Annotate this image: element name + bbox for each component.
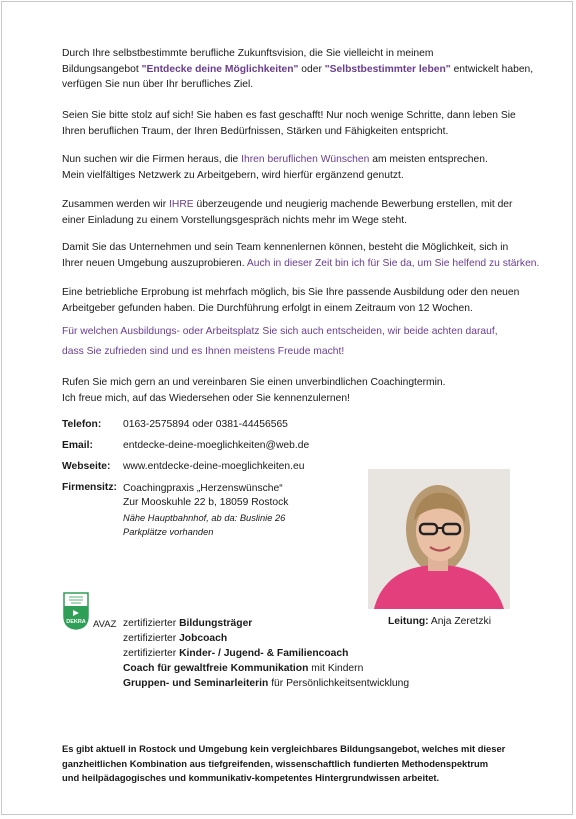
text-line: Rufen Sie mich gern an und vereinbaren Sie einen unverbindlichen Coachingtermin. [62,377,446,388]
cert-item: Coach für gewaltfreie Kommunikation mit Kindern [123,663,364,674]
text-line: Eine betriebliche Erprobung ist mehrfach möglich, bis Sie Ihre passende Ausbildung oder den neuen [62,287,520,298]
footer-statement [62,742,505,786]
application-paragraph [62,197,562,228]
dekra-badge [62,592,90,630]
closing-purple-paragraph [62,322,562,362]
text-line: Seien Sie bitte stolz auf sich! Sie haben es fast geschafft! Nur noch wenige Schritte, dann leben Sie [62,110,516,121]
document-page [1,1,573,815]
cert-item: zertifizierter Bildungsträger [123,618,253,629]
avaz-caption: AVAZ [93,619,117,630]
text-segment: Zusammen werden wir [62,199,170,210]
text-line: Mein vielfältiges Netzwerk zu Arbeitgebern, wird hierfür ergänzend genutzt. [62,169,404,181]
footer-line: ganzheitlichen Kombination aus tiefgreifenden, wissenschaftlich fundierten Methodenspektrum [62,757,489,769]
email-link[interactable]: entdecke-deine-moeglichkeiten@web.de [123,440,310,451]
text-line: Ihren beruflichen Traum, der Ihren Bedürfnissen, Stärken und Fähigkeiten entspricht. [62,125,449,137]
cert-item: zertifizierter Jobcoach [123,633,228,644]
text-segment: Nun suchen wir die Firmen heraus, die [62,154,242,165]
text-line: Durch Ihre selbstbestimmte berufliche Zukunftsvision, die Sie vielleicht in meinem [62,48,434,59]
proud-paragraph [62,108,562,139]
email-label: Email: [62,440,93,451]
text-line: Für welchen Ausbildungs- oder Arbeitsplatz Sie sich auch entscheiden, wir beide achten darauf, [62,326,498,337]
call-paragraph [62,375,562,406]
text-line: Arbeitgeber gefunden haben. Die Durchführung erfolgt in einem Zeitraum von 12 Wochen. [62,302,473,314]
trial-paragraph [62,240,562,271]
text-line: dass Sie zufrieden sind und es Ihnen meistens Freude macht! [62,346,345,357]
text-segment: Ihrer neuen Umgebung auszuprobieren. [62,257,247,269]
highlight-text: IHRE [169,199,194,210]
website-link[interactable]: www.entdecke-deine-moeglichkeiten.eu [123,461,305,472]
leader-name: Anja Zeretzki [428,616,491,627]
directions-note [123,511,285,539]
text-segment: am meisten entsprechen. [369,154,488,165]
leader-label: Leitung: [388,616,429,627]
companies-paragraph [62,152,562,183]
text-line: verfügen Sie nun über Ihr berufliches Ziel. [62,79,254,90]
phone-value[interactable]: 0163-2575894 oder 0381-44456565 [123,419,288,430]
footer-line: und heilpädagogisches und kommunikativ-kompetentes Hintergrundwissen arbeitet. [62,772,440,783]
company-address-block [123,482,288,510]
text-segment: entwickelt haben, [450,63,534,75]
badge-text: DEKRA [66,619,86,625]
note-line: Nähe Hauptbahnhof, ab da: Buslinie 26 [123,513,286,523]
text-line [62,197,562,213]
text-segment: oder [298,63,325,75]
dekra-seal-icon [62,592,90,630]
text-line: Ich freue mich, auf das Wiedersehen oder Sie kennenzulernen! [62,392,350,404]
text-line: Damit Sie das Unternehmen und sein Team kennenlernen können, besteht die Möglichkeit, sich in [62,242,509,253]
duration-paragraph [62,285,562,316]
cert-item: Gruppen- und Seminarleiterin für Persönlichkeitsentwicklung [123,678,410,689]
note-line: Parkplätze vorhanden [123,527,214,537]
text-segment: überzeugende und neugierig machende Bewerbung erstellen, mit der [193,199,513,210]
website-label: Webseite: [62,461,111,472]
text-segment: Bildungsangebot [62,63,142,75]
portrait-illustration [368,469,510,609]
highlight-text: Auch in dieser Zeit bin ich für Sie da, um Sie helfend zu stärken. [246,257,540,269]
highlight-text: Ihren beruflichen Wünschen [241,154,370,165]
leader-caption [388,616,491,627]
company-name: Coachingpraxis „Herzenswünsche“ [123,483,283,494]
phone-label: Telefon: [62,419,102,430]
footer-line: Es gibt aktuell in Rostock und Umgebung kein vergleichbares Bildungsangebot, welches mit dieser [62,743,506,754]
offer-name-1: "Entdecke deine Möglichkeiten" [141,63,299,75]
company-label: Firmensitz: [62,482,117,493]
text-line [62,256,562,272]
intro-paragraph [62,46,562,93]
cert-item: zertifizierter Kinder- / Jugend- & Familiencoach [123,648,349,659]
portrait-photo [368,469,510,609]
text-line [62,152,562,168]
company-address: Zur Mooskuhle 22 b, 18059 Rostock [123,497,289,508]
offer-name-2: "Selbstbestimmter leben" [324,63,451,75]
text-line [62,62,562,78]
certifications-list [123,616,409,691]
text-line: einer Einladung zu einem Vorstellungsgespräch nichts mehr im Wege steht. [62,214,407,226]
